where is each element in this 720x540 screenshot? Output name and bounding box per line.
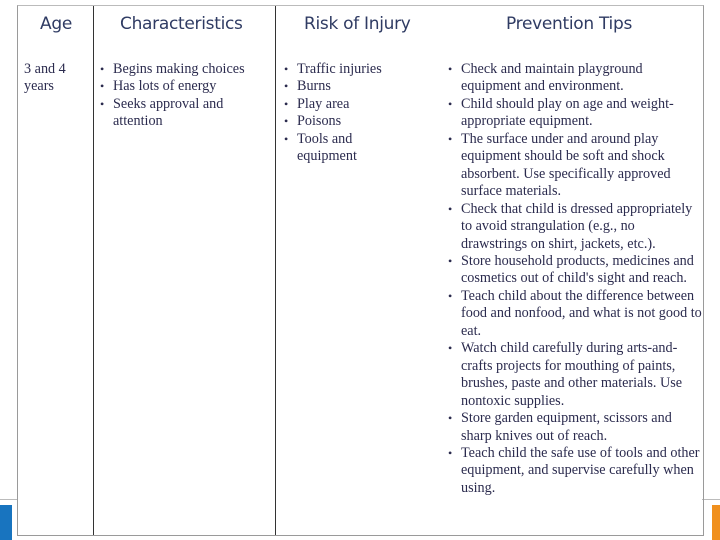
list-item: • Store household products, medicines and cosmetics out of child's sight and reach. [446, 253, 702, 288]
column-divider [93, 6, 94, 535]
list-item: • Poisons [282, 113, 392, 130]
list-item: • Teach child about the difference between food and nonfood, and what is not good to eat. [446, 288, 702, 340]
list-item: • Tools and equipment [282, 131, 392, 166]
list-item: • Seeks approval and attention [98, 96, 268, 131]
list-item: • Check that child is dressed appropriately to avoid strangulation (e.g., no drawstrings on shirt, jackets, etc.). [446, 201, 702, 253]
column-divider [275, 6, 276, 535]
list-item: • Traffic injuries [282, 61, 392, 78]
header-characteristics: Characteristics [120, 14, 243, 34]
header-prevention: Prevention Tips [506, 14, 633, 34]
list-item: • Child should play on age and weight-appropriate equipment. [446, 96, 702, 131]
risk-list [282, 61, 392, 166]
accent-bar-orange [712, 505, 720, 540]
divider-left [0, 499, 17, 500]
list-item: • Burns [282, 78, 392, 95]
accent-bar-blue [0, 505, 12, 540]
header-risk: Risk of Injury [304, 14, 411, 34]
list-item: • Play area [282, 96, 392, 113]
divider-right [702, 499, 720, 500]
list-item: • Store garden equipment, scissors and sharp knives out of reach. [446, 410, 702, 445]
list-item: • Check and maintain playground equipment and environment. [446, 61, 702, 96]
list-item: • The surface under and around play equipment should be soft and shock absorbent. Use specifically approved surface materials. [446, 131, 702, 201]
prevention-list [446, 61, 702, 497]
list-item: • Begins making choices [98, 61, 268, 78]
list-item: • Has lots of energy [98, 78, 268, 95]
header-age: Age [40, 14, 72, 34]
characteristics-list [98, 61, 268, 131]
list-item: • Watch child carefully during arts-and-crafts projects for mouthing of paints, brushes, paste and other materials. Use nontoxic supplies. [446, 340, 702, 410]
age-cell: 3 and 4 years [24, 61, 66, 95]
list-item: • Teach child the safe use of tools and other equipment, and supervise carefully when using. [446, 445, 702, 497]
safety-table [17, 5, 704, 536]
